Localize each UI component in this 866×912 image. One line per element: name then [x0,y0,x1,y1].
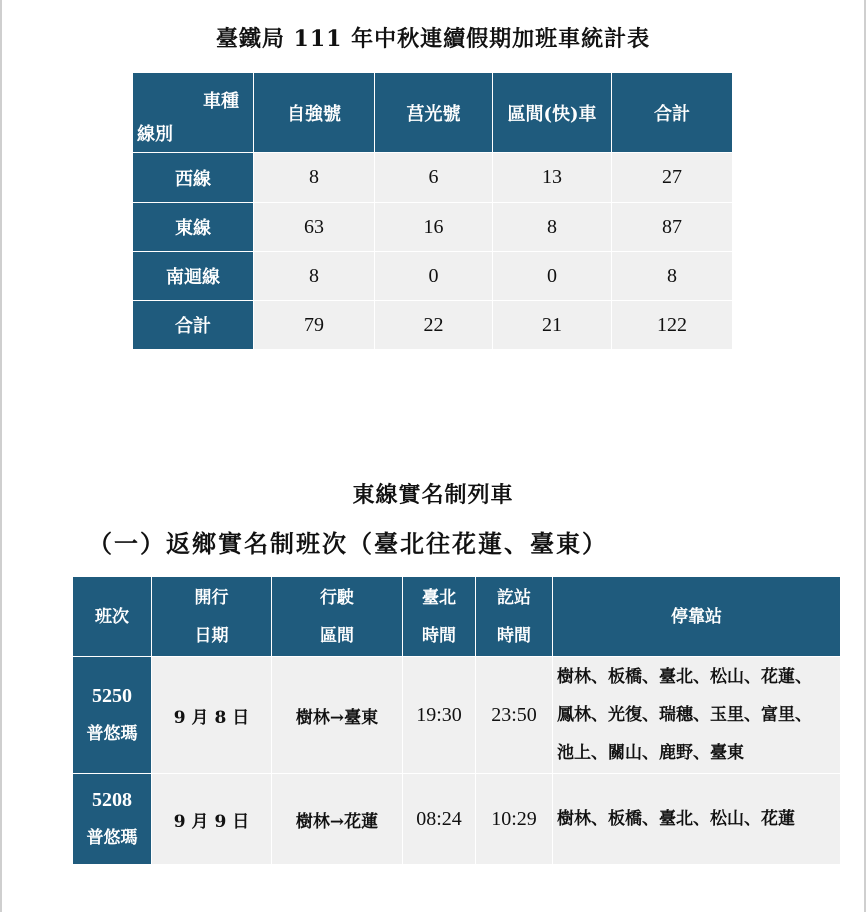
column-header: 自強號 [254,73,375,153]
train-cell [73,774,152,865]
header-stops: 停靠站 [553,577,841,657]
arrive-time-cell: 10:29 [476,774,553,865]
header-taipei-line2: 時間 [422,625,456,646]
corner-header-type: 車種 [203,91,239,112]
table-cell: 27 [612,153,733,203]
table-cell: 8 [254,153,375,203]
table-cell: 63 [254,203,375,252]
header-train: 班次 [73,577,152,657]
header-date [152,577,272,657]
header-arrive-line2: 時間 [497,625,531,646]
row-header: 南迴線 [133,252,254,301]
column-header: 合計 [612,73,733,153]
table-cell: 21 [493,301,612,350]
header-taipei-line1: 臺北 [422,587,456,608]
header-arrive-time [476,577,553,657]
table-cell: 0 [493,252,612,301]
document-title: 臺鐵局 111 年中秋連續假期加班車統計表 [215,26,651,52]
train-type: 普悠瑪 [86,828,138,848]
table-cell: 0 [375,252,493,301]
table-cell: 8 [612,252,733,301]
column-header: 區間(快)車 [493,73,612,153]
table-cell: 8 [254,252,375,301]
table-row [133,153,733,203]
table-row [133,301,733,350]
table-row [133,203,733,252]
taipei-time-cell: 19:30 [403,657,476,774]
table-cell: 79 [254,301,375,350]
table-cell: 122 [612,301,733,350]
row-header: 東線 [133,203,254,252]
header-date-line1: 開行 [194,587,229,608]
route-cell: 樹林→臺東 [272,657,403,774]
header-route-line2: 區間 [320,625,354,646]
train-number: 5250 [92,685,132,707]
train-number: 5208 [92,789,132,811]
row-header: 西線 [133,153,254,203]
corner-header-line: 線別 [137,124,173,145]
table-row [73,774,841,865]
date-cell: 9 月 9 日 [152,774,272,865]
schedule-table [72,576,841,865]
page-left-border [0,0,2,912]
column-header: 莒光號 [375,73,493,153]
stops-line: 池上、關山、鹿野、臺東 [557,743,744,763]
header-arrive-line1: 訖站 [497,587,531,608]
train-type: 普悠瑪 [86,724,138,744]
date-cell: 9 月 8 日 [152,657,272,774]
table-row [133,252,733,301]
taipei-time-cell: 08:24 [403,774,476,865]
stops-cell [553,657,841,774]
statistics-table [132,72,733,350]
table-cell: 16 [375,203,493,252]
table-cell: 22 [375,301,493,350]
stops-line: 鳳林、光復、瑞穗、玉里、富里、 [557,705,812,725]
route-cell: 樹林→花蓮 [272,774,403,865]
header-date-line2: 日期 [194,625,229,646]
table-cell: 6 [375,153,493,203]
table-row [73,657,841,774]
table-cell: 87 [612,203,733,252]
row-header: 合計 [133,301,254,350]
table-cell: 13 [493,153,612,203]
corner-header-cell [133,73,254,153]
header-route [272,577,403,657]
table-cell: 8 [493,203,612,252]
stops-line: 樹林、板橋、臺北、松山、花蓮 [557,809,795,829]
arrive-time-cell: 23:50 [476,657,553,774]
stops-cell [553,774,841,865]
stops-line: 樹林、板橋、臺北、松山、花蓮、 [557,667,812,687]
section-title: 東線實名制列車 [352,482,514,508]
header-taipei-time [403,577,476,657]
subsection-title: （一）返鄉實名制班次（臺北往花蓮、臺東） [88,529,608,558]
train-cell [73,657,152,774]
header-route-line1: 行駛 [320,587,354,608]
